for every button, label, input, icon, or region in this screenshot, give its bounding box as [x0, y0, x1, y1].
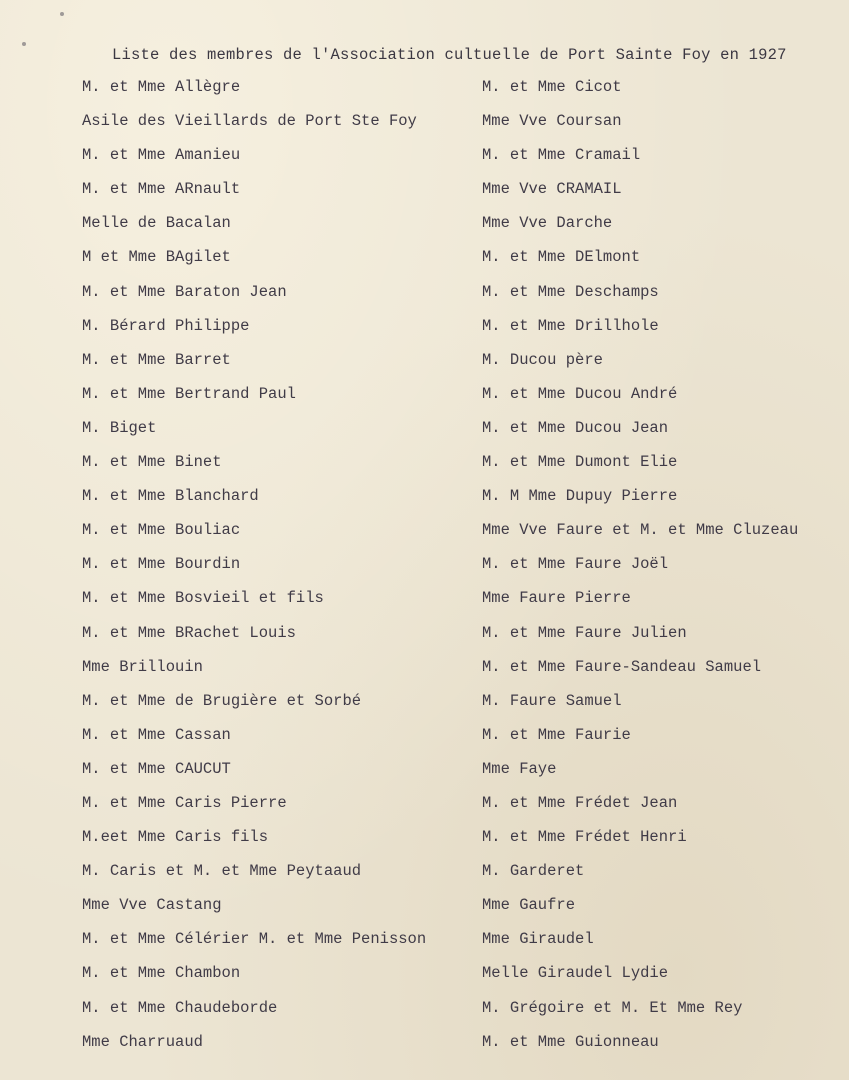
member-entry: M. et Mme Dumont Elie — [482, 453, 678, 472]
member-entry: M. et Mme Bouliac — [82, 521, 241, 540]
member-entry: M. et Mme Allègre — [82, 78, 241, 96]
member-entry: M. et Mme Faure Joël — [482, 555, 669, 574]
member-entry: M. et Mme ARnault — [82, 180, 241, 199]
member-entry: M. et Mme de Brugière et Sorbé — [82, 691, 362, 710]
ink-speck — [60, 12, 64, 16]
member-entry: M. et Mme Bourdin — [82, 555, 241, 574]
member-entry: M. et Mme BRachet Louis — [82, 623, 296, 642]
member-entry: M. et Mme Chaudeborde — [82, 998, 278, 1017]
member-entry: M. et Mme Faure Julien — [482, 623, 687, 642]
member-entry: M. et Mme Cramail — [482, 146, 641, 165]
member-entry: Mme Brillouin — [82, 657, 203, 676]
member-entry: M. Grégoire et M. Et Mme Rey — [482, 998, 743, 1017]
member-entry: Mme Gaufre — [482, 896, 576, 915]
member-entry: Melle de Bacalan — [82, 214, 231, 233]
member-entry: M. et Mme DElmont — [482, 248, 641, 267]
member-entry: Mme Vve Darche — [482, 214, 613, 233]
member-entry: M. et Mme Drillhole — [482, 316, 659, 335]
member-entry: M. et Mme Célérier M. et Mme Penisson — [82, 930, 427, 949]
member-entry: Mme Vve Faure et M. et Mme Cluzeau — [482, 521, 799, 540]
member-entry: M. et Mme Cicot — [482, 78, 622, 96]
document-title: Liste des membres de l'Association cultuelle de Port Sainte Foy en 1927 — [112, 46, 787, 64]
member-entry: M. et Mme Bosvieil et fils — [82, 589, 324, 608]
member-entry: Mme Faye — [482, 759, 557, 778]
member-entry: M. et Mme CAUCUT — [82, 759, 231, 778]
member-entry: Melle Giraudel Lydie — [482, 964, 669, 983]
member-entry: Mme Vve Coursan — [482, 112, 622, 131]
member-entry: M. et Mme Cassan — [82, 725, 231, 744]
member-entry: Mme Giraudel — [482, 930, 594, 949]
member-entry: Asile des Vieillards de Port Ste Foy — [82, 112, 417, 131]
member-entry: M. Ducou père — [482, 350, 603, 369]
member-entry: M. et Mme Faurie — [482, 725, 631, 744]
member-entry: M et Mme BAgilet — [82, 248, 231, 267]
member-entry: Mme Vve Castang — [82, 896, 222, 915]
member-entry: M. et Mme Faure-Sandeau Samuel — [482, 657, 762, 676]
member-entry: M. Bérard Philippe — [82, 316, 250, 335]
member-entry: M. Biget — [82, 418, 157, 437]
member-entry: M. et Mme Guionneau — [482, 1032, 659, 1051]
left-member-column — [82, 76, 477, 1065]
member-entry: M. M Mme Dupuy Pierre — [482, 487, 678, 506]
member-entry: M. et Mme Bertrand Paul — [82, 384, 296, 403]
member-entry: M. Garderet — [482, 862, 585, 881]
member-entry: M. et Mme Baraton Jean — [82, 282, 287, 301]
member-entry: M. et Mme Caris Pierre — [82, 793, 287, 812]
member-entry: M. et Mme Amanieu — [82, 146, 241, 165]
right-member-column — [482, 76, 847, 1065]
member-entry: M. et Mme Frédet Henri — [482, 828, 687, 847]
member-entry: M. et Mme Blanchard — [82, 487, 259, 506]
member-entry: M. et Mme Ducou André — [482, 384, 678, 403]
ink-speck — [22, 42, 26, 46]
member-entry: M. Faure Samuel — [482, 691, 622, 710]
member-entry: M. et Mme Deschamps — [482, 282, 659, 301]
member-entry: M.eet Mme Caris fils — [82, 828, 269, 847]
member-entry: M. et Mme Ducou Jean — [482, 418, 669, 437]
member-entry: M. et Mme Barret — [82, 350, 231, 369]
member-entry: M. et Mme Frédet Jean — [482, 793, 678, 812]
member-entry: Mme Vve CRAMAIL — [482, 180, 622, 199]
member-entry: Mme Charruaud — [82, 1032, 203, 1051]
member-entry: Mme Faure Pierre — [482, 589, 631, 608]
member-entry: M. et Mme Binet — [82, 453, 222, 472]
member-entry: M. et Mme Chambon — [82, 964, 241, 983]
member-entry: M. Caris et M. et Mme Peytaaud — [82, 862, 362, 881]
